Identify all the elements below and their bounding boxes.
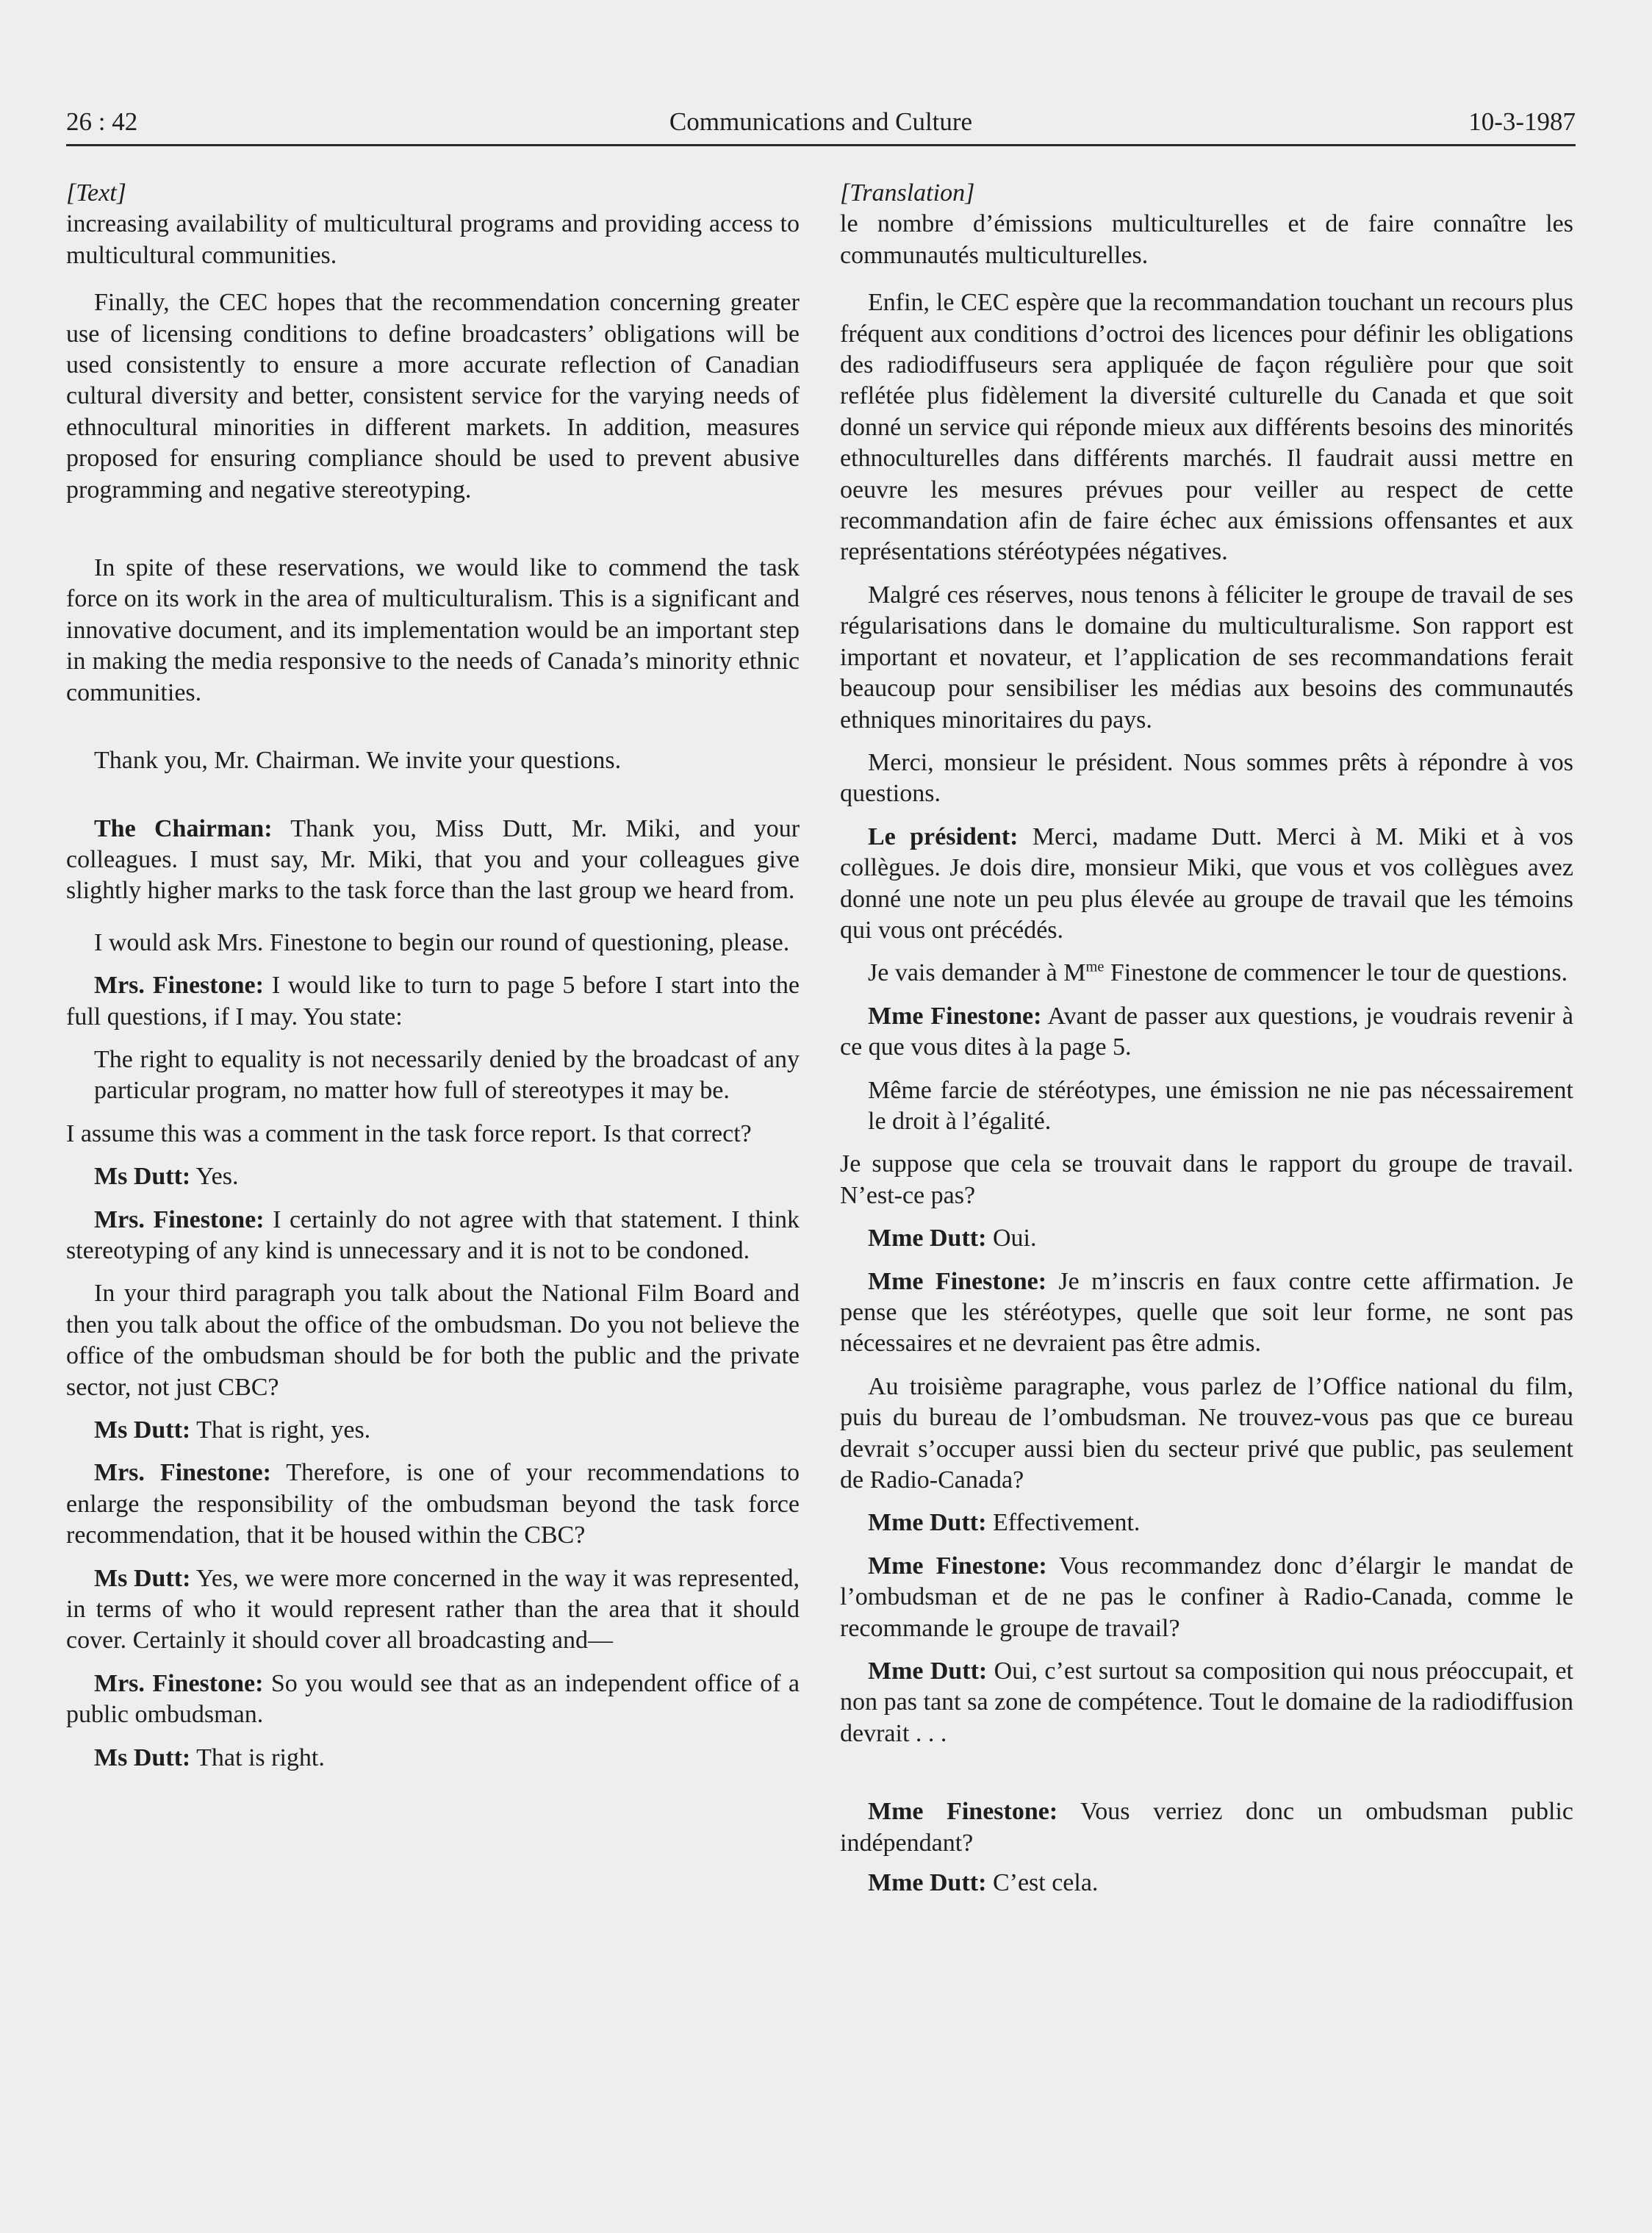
english-column: [66, 178, 800, 1774]
speech: Yes, we were more concerned in the way it was represented, in terms of who it would represent rather than the area that it should cover. Certainly it should cover all broadcasting and—: [66, 1564, 800, 1655]
speech: Thank you, Miss Dutt, Mr. Miki, and your colleagues. I must say, Mr. Miki, that you and your colleagues give slightly higher marks to the task force than the last group we heard from.: [66, 814, 800, 905]
paragraph: increasing availability of multicultural programs and providing access to multicultural communities.: [66, 210, 800, 269]
ask-text: Finestone de commencer le tour de questions.: [1104, 959, 1568, 987]
speaker-turn: [840, 1796, 1573, 1859]
speech: Vous recommandez donc d’élargir le mandat de l’ombudsman et de ne pas le confiner à Radio-Canada, comme le recommande le groupe de travail?: [840, 1552, 1573, 1642]
speaker-turn: [840, 1266, 1573, 1360]
paragraph: Thank you, Mr. Chairman. We invite your questions.: [94, 747, 622, 775]
speaker-name: Ms Dutt:: [94, 1743, 191, 1771]
speaker-turn: [840, 822, 1573, 947]
speaker-name: Mme Finestone:: [868, 1267, 1047, 1295]
speaker-turn: [840, 1868, 1573, 1899]
speaker-name: Ms Dutt:: [94, 1163, 191, 1191]
paragraph: Au troisième paragraphe, vous parlez de l’Office national du film, puis du bureau de l’ombudsman. Ne trouvez-vous pas que ce bureau devrait s’occuper aussi bien du secteur privé que public, pas seulement de Radio-Canada?: [840, 1372, 1573, 1494]
speaker-name: Mme Dutt:: [868, 1509, 987, 1537]
speech: Effectivement.: [986, 1509, 1141, 1537]
paragraph: I would ask Mrs. Finestone to begin our round of questioning, please.: [94, 928, 790, 956]
speaker-turn: [66, 1669, 800, 1731]
speaker-turn: [66, 970, 800, 1033]
paragraph: Finally, the CEC hopes that the recommendation concerning greater use of licensing conditions to define broadcasters’ obligations will be used consistently to ensure a more accurate reflection of Canadian cultural diversity and better, consistent service for the varying needs of ethnocultural minorities in different markets. In addition, measures proposed for ensuring compliance should be used to prevent abusive programming and negative stereotyping.: [66, 289, 800, 503]
paragraph: Malgré ces réserves, nous tenons à féliciter le groupe de travail de ses régularisations dans le domaine du multiculturalisme. Son rapport est important et novateur, et l’application de ses recommandations ferait beaucoup pour sensibiliser les médias aux besoins des communautés ethniques minoritaires du pays.: [840, 581, 1573, 734]
speaker-turn: [66, 1563, 800, 1657]
speech: So you would see that as an independent office of a public ombudsman.: [66, 1669, 800, 1729]
speech: Vous verriez donc un ombudsman public indépendant?: [840, 1798, 1573, 1857]
paragraph: Enfin, le CEC espère que la recommandation touchant un recours plus fréquent aux conditions d’octroi des licences pour définir les obligations des radiodiffuseurs sera appliquée de façon régulière pour que soit reflétée plus fidèlement la diversité culturelle du Canada et que soit donné un service qui réponde mieux aux différents besoins des minorités ethnoculturelles dans différents marchés. Il faudrait aussi mettre en oeuvre les mesures prévues pour veiller au respect de cette recommandation afin de faire échec aux émissions offensantes et aux représentations stéréotypées négatives.: [840, 289, 1573, 566]
speaker-turn: [66, 1205, 800, 1267]
speech: Merci, madame Dutt. Merci à M. Miki et à vos collègues. Je dois dire, monsieur Miki, que vous et vos collègues avez donné une note un peu plus élevée au groupe de travail que les témoins qui vous ont précédés.: [840, 822, 1573, 944]
speaker-name: Mme Dutt:: [868, 1225, 987, 1252]
page-header: [66, 107, 1576, 144]
paragraph: I assume this was a comment in the task force report. Is that correct?: [66, 1119, 752, 1147]
speaker-turn: [66, 1161, 800, 1192]
speaker-name: Ms Dutt:: [94, 1416, 191, 1444]
speech: Oui.: [986, 1225, 1037, 1252]
speaker-name: Le président:: [868, 822, 1019, 850]
speech: Oui, c’est surtout sa composition qui nous préoccupait, et non pas tant sa zone de compétence. Tout le domaine de la radiodiffusion devrait . . .: [840, 1657, 1573, 1747]
block-quote: Même farcie de stéréotypes, une émission ne nie pas nécessairement le droit à l’égalité.: [868, 1076, 1573, 1135]
speech: That is right, yes.: [190, 1416, 371, 1444]
speaker-name: The Chairman:: [94, 814, 273, 842]
speaker-turn: [840, 1508, 1573, 1538]
speaker-turn: [840, 1223, 1573, 1254]
title-abbreviation: me: [1085, 959, 1105, 976]
paragraph: [840, 958, 1573, 989]
text-label: [Text]: [66, 179, 126, 207]
speech: C’est cela.: [986, 1869, 1099, 1897]
speech: I would like to turn to page 5 before I start into the full questions, if I may. You state:: [66, 972, 800, 1031]
speaker-name: Mrs. Finestone:: [94, 1669, 264, 1697]
speaker-name: Mrs. Finestone:: [94, 1205, 265, 1233]
page-number: 26 : 42: [66, 107, 138, 136]
speaker-name: Mrs. Finestone:: [94, 1459, 271, 1487]
paragraph: In spite of these reservations, we would like to commend the task force on its work in the area of multiculturalism. This is a significant and innovative document, and its implementation would be an important step in making the media responsive to the needs of Canada’s minority ethnic communities.: [66, 554, 800, 706]
header-rule: [66, 144, 1576, 146]
speaker-name: Mrs. Finestone:: [94, 972, 264, 1000]
speaker-name: Mme Finestone:: [868, 1798, 1058, 1826]
speaker-turn: [66, 1415, 800, 1446]
speech: Therefore, is one of your recommendations to enlarge the responsibility of the ombudsman beyond the task force recommendation, that it be housed within the CBC?: [66, 1459, 800, 1549]
speaker-turn: [66, 1458, 800, 1551]
speaker-turn: [66, 814, 800, 907]
speaker-name: Mme Dutt:: [868, 1869, 987, 1897]
paragraph: Je suppose que cela se trouvait dans le rapport du groupe de travail. N’est-ce pas?: [840, 1150, 1573, 1209]
ask-text: Je vais demander à M: [868, 959, 1086, 987]
speaker-name: Mme Finestone:: [868, 1552, 1047, 1580]
running-title: Communications and Culture: [669, 107, 973, 136]
speaker-turn: [840, 1001, 1573, 1064]
speaker-name: Mme Finestone:: [868, 1002, 1042, 1030]
speech: That is right.: [190, 1743, 325, 1771]
translation-label: [Translation]: [840, 179, 975, 207]
speaker-name: Mme Dutt:: [868, 1657, 988, 1685]
block-quote: The right to equality is not necessarily denied by the broadcast of any particular program, no matter how full of stereotypes it may be.: [94, 1045, 800, 1105]
speaker-turn: [840, 1656, 1573, 1749]
paragraph: le nombre d’émissions multiculturelles et de faire connaître les communautés multiculturelles.: [840, 210, 1573, 269]
speaker-name: Ms Dutt:: [94, 1564, 191, 1592]
speaker-turn: [840, 1551, 1573, 1644]
speech: I certainly do not agree with that statement. I think stereotyping of any kind is unnecessary and it is not to be condoned.: [66, 1205, 800, 1264]
header-date: 10-3-1987: [1468, 107, 1576, 136]
paragraph: Merci, monsieur le président. Nous sommes prêts à répondre à vos questions.: [840, 748, 1573, 808]
speech: Yes.: [190, 1163, 239, 1191]
speech: Avant de passer aux questions, je voudrais revenir à ce que vous dites à la page 5.: [840, 1002, 1573, 1061]
paragraph: In your third paragraph you talk about the National Film Board and then you talk about the office of the ombudsman. Do you not believe the office of the ombudsman should be for both the public and the private sector, not just CBC?: [66, 1280, 800, 1401]
speech: Je m’inscris en faux contre cette affirmation. Je pense que les stéréotypes, quelle que soit leur forme, ne sont pas nécessaires et ne devraient pas être admis.: [840, 1267, 1573, 1358]
speaker-turn: [66, 1743, 800, 1774]
french-column: [840, 178, 1573, 1899]
